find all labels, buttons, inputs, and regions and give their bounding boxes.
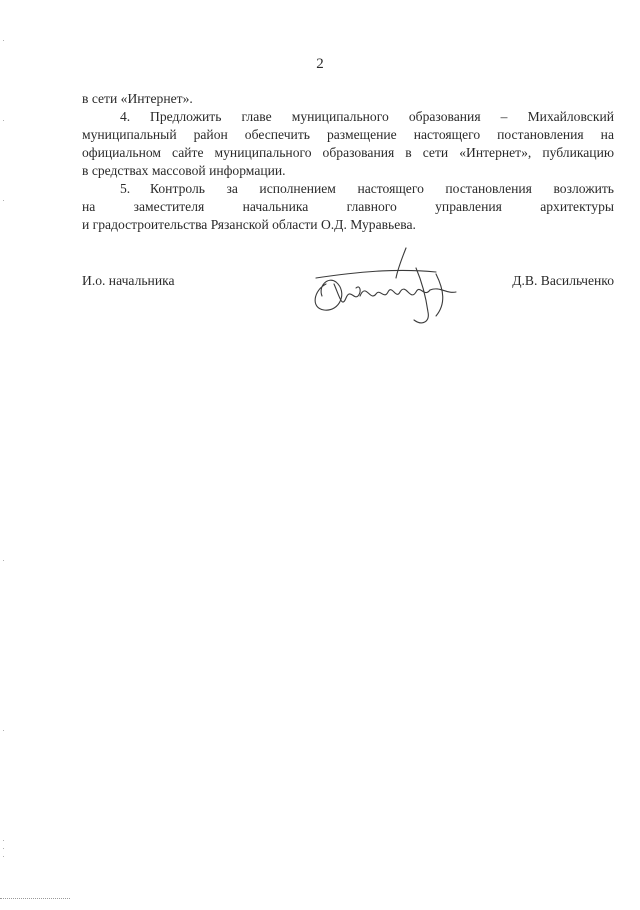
document-body: [82, 90, 614, 234]
page-number: 2: [316, 56, 324, 72]
text-line: в сети «Интернет».: [82, 91, 193, 106]
text-line: официальном сайте муниципального образования в сети «Интернет», публикацию: [82, 145, 614, 160]
signatory-name: Д.В. Васильченко: [512, 273, 614, 288]
handwritten-signature: [296, 238, 476, 330]
paragraph-number: 4.: [120, 109, 131, 124]
paragraph-number: 5.: [120, 181, 131, 196]
text-line: Контроль за исполнением настоящего постановления возложить: [150, 181, 614, 196]
text-line: на заместителя начальника главного управления архитектуры: [82, 199, 614, 214]
text-line: муниципальный район обеспечить размещение настоящего постановления на: [82, 127, 614, 142]
text-line: Предложить главе муниципального образования – Михайловский: [150, 109, 614, 124]
paragraph-5-first-line: [82, 180, 614, 198]
text-line: и градостроительства Рязанской области О.Д. Муравьева.: [82, 217, 416, 232]
signatory-title: И.о. начальника: [82, 273, 175, 288]
scan-edge-marks: [2, 0, 6, 905]
scan-edge-marks-bottom: [0, 896, 70, 899]
text-line: в средствах массовой информации.: [82, 163, 286, 178]
paragraph-4-first-line: [82, 108, 614, 126]
